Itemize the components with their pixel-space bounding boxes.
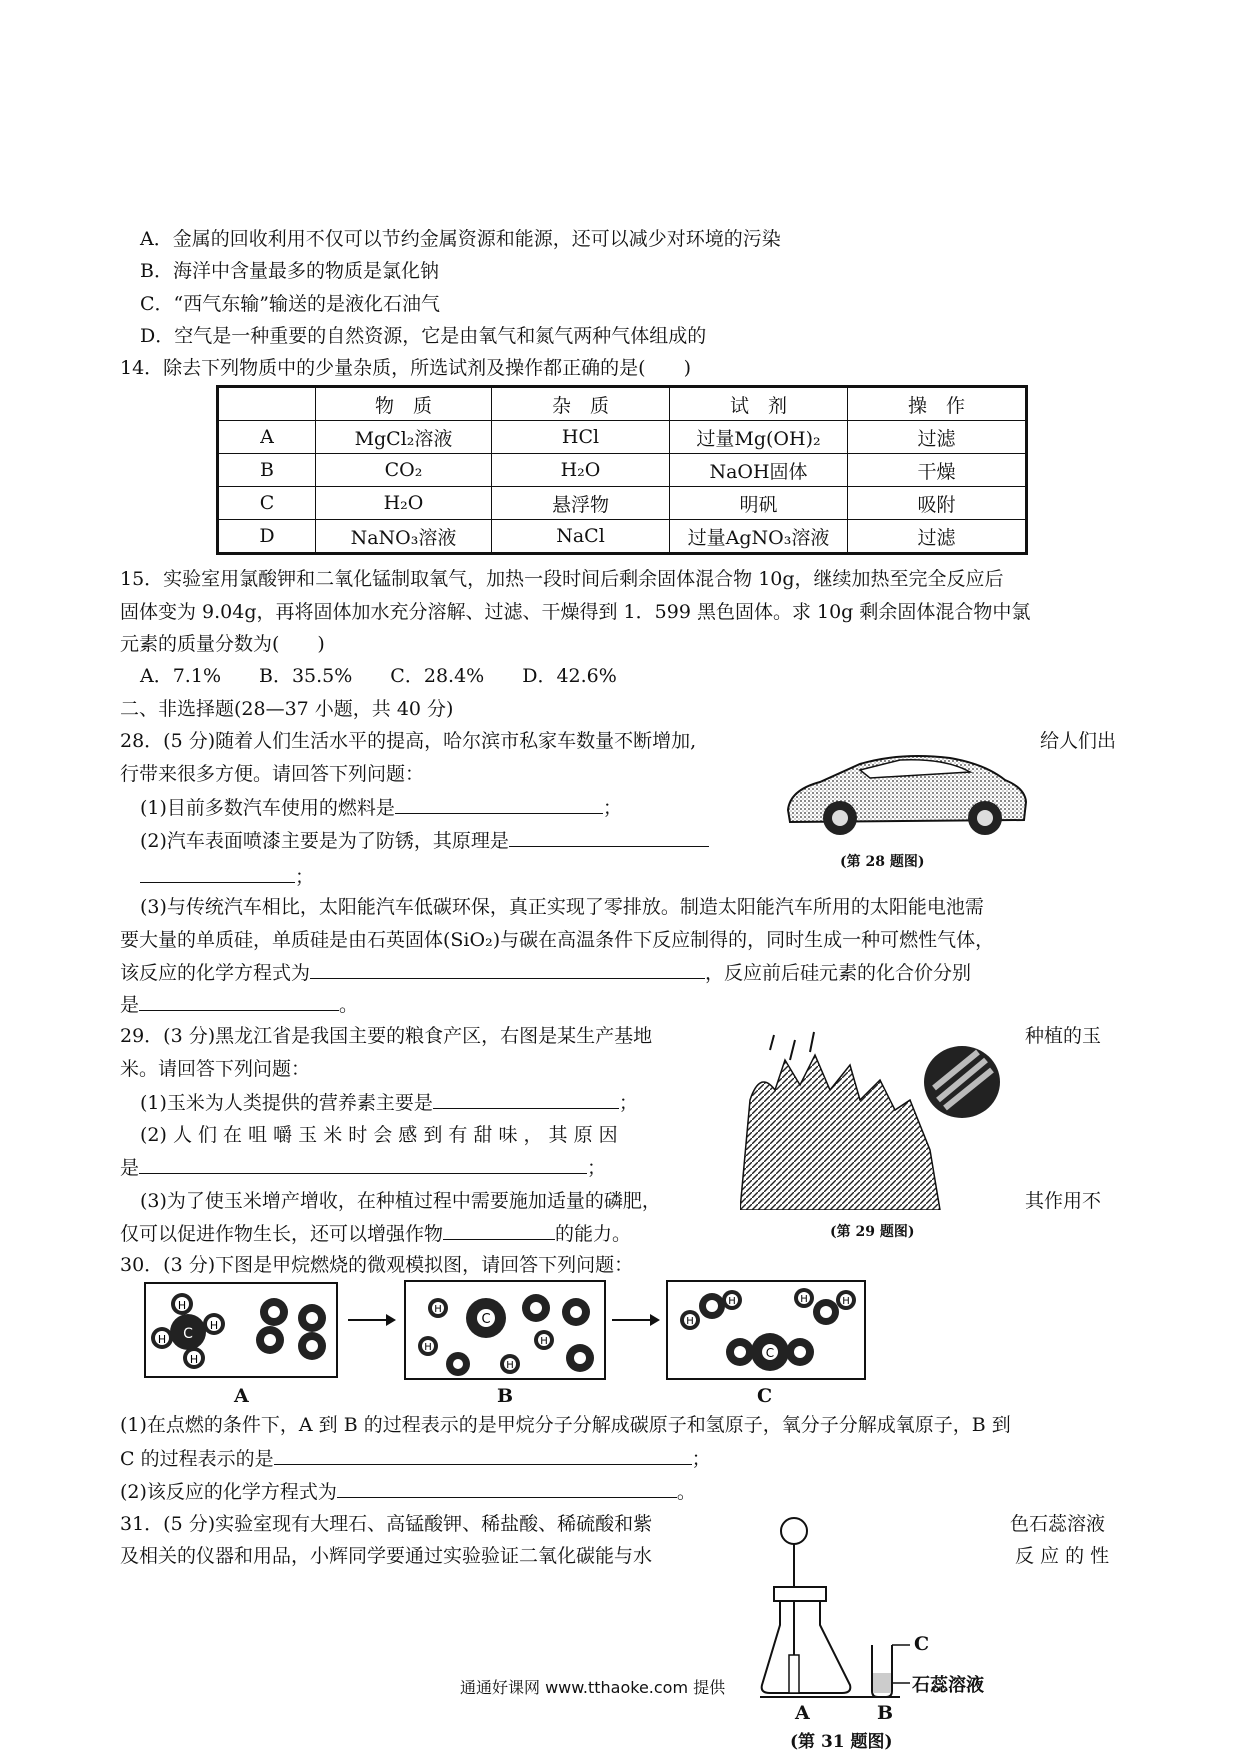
answer-blank[interactable] [443,1221,555,1240]
q28-part2 [140,828,709,853]
answer-blank[interactable] [140,864,295,883]
q28-figure-caption: (第 28 题图) [840,854,925,870]
q28-part3-line4-text: 是 [120,994,140,1016]
q29-part3-end: 的能力。 [555,1223,632,1245]
q29-part3-right: 其作用不 [1025,1190,1102,1212]
q15-line1: 15．实验室用氯酸钾和二氧化锰制取氧气，加热一段时间后剩余固体混合物 10g，继续加热至完全反应后 [120,568,1004,590]
q31-line2: 及相关的仪器和用品，小辉同学要通过实验验证二氧化碳能与水 [120,1545,653,1567]
q29-line1-right: 种植的玉 [1025,1025,1102,1047]
table-row [218,520,1027,554]
q28-part3-line4 [120,992,358,1017]
table-header: 操 作 [848,387,1027,421]
table-header-row [218,387,1027,421]
table-cell: NaNO₃溶液 [316,520,492,554]
q28-part1 [140,795,622,820]
arrow-icon [346,1310,398,1330]
apparatus-label-b: B [877,1702,894,1724]
q28-part3-line2: 要大量的单质硅，单质硅是由石英固体(SiO₂)与碳在高温条件下反应制得的，同时生成一种可燃性气体， [120,929,995,951]
table-cell: 过量AgNO₃溶液 [670,520,848,554]
svg-text:H: H [189,1353,199,1366]
apparatus-label-c: C [914,1633,930,1655]
table-cell: H₂O [492,454,670,487]
svg-text:H: H [506,1360,514,1371]
table-cell: C [218,487,316,520]
diagram-box-c [666,1280,866,1380]
answer-blank[interactable] [433,1090,619,1109]
svg-text:C: C [765,1346,775,1360]
diagram-box-a [144,1282,338,1378]
q28-part3-line3-text: 该反应的化学方程式为 [120,962,311,984]
q14-stem: 14．除去下列物质中的少量杂质，所选试剂及操作都正确的是( ) [120,357,692,379]
table-cell: A [218,421,316,454]
q29-line2: 米。请回答下列问题： [120,1058,311,1080]
svg-text:H: H [434,1304,442,1315]
table-header: 试 剂 [670,387,848,421]
methane-oxygen-molecules [146,1284,336,1376]
q28-part3-line4-end: 。 [339,994,359,1016]
q29-part2-end: ； [587,1157,607,1179]
q13-option-b: B．海洋中含量最多的物质是氯化钠 [140,260,439,282]
q13-option-a: A．金属的回收利用不仅可以节约金属资源和能源，还可以减少对环境的污染 [140,228,781,250]
answer-blank[interactable] [274,1446,692,1465]
q15-options: A．7.1% B．35.5% C．28.4% D．42.6% [140,665,617,687]
table-cell: 吸附 [848,487,1027,520]
q29-figure-caption: (第 29 题图) [830,1224,915,1240]
q15-line3: 元素的质量分数为( ) [120,633,325,655]
svg-text:C: C [481,1312,491,1327]
table-cell: D [218,520,316,554]
svg-text:H: H [540,1336,548,1347]
table-cell: NaCl [492,520,670,554]
diagram-label-a: A [234,1385,249,1407]
table-row [218,421,1027,454]
table-cell: 明矾 [670,487,848,520]
q29-part1-text: (1)玉米为人类提供的营养素主要是 [140,1092,433,1114]
q30-part2-end: 。 [676,1481,696,1503]
q28-line1-right: 给人们出 [1040,730,1117,752]
q28-line1: 28．(5 分)随着人们生活水平的提高，哈尔滨市私家车数量不断增加, [120,730,697,752]
section-2-heading: 二、非选择题(28—37 小题，共 40 分) [120,698,454,720]
svg-text:H: H [728,1296,736,1307]
q13-option-d: D．空气是一种重要的自然资源，它是由氧气和氮气两种气体组成的 [140,325,707,347]
q28-part1-text: (1)目前多数汽车使用的燃料是 [140,797,395,819]
table-header [218,387,316,421]
q31-figure-caption: (第 31 题图) [790,1732,893,1752]
table-cell: 过滤 [848,520,1027,554]
q28-part1-end: ； [602,797,622,819]
q31-line1-right: 色石蕊溶液 [1010,1513,1106,1535]
q30-part1-line1: (1)在点燃的条件下，A 到 B 的过程表示的是甲烷分子分解成碳原子和氢原子，氧分子分解成氧原子，B 到 [120,1414,1011,1436]
table-row [218,487,1027,520]
q14-table [216,385,1028,555]
q29-part2-cont [120,1155,606,1180]
answer-blank[interactable] [310,960,705,979]
svg-text:H: H [177,1299,187,1312]
q29-part2-b: 是 [120,1157,140,1179]
table-cell: 悬浮物 [492,487,670,520]
svg-text:H: H [800,1294,808,1305]
svg-text:H: H [424,1342,432,1353]
svg-text:H: H [842,1296,850,1307]
q29-part3-text: 仅可以促进作物生长，还可以增强作物 [120,1223,444,1245]
diagram-label-b: B [497,1385,514,1407]
q28-part2-cont [140,864,314,889]
table-row [218,454,1027,487]
q28-part2-text: (2)汽车表面喷漆主要是为了防锈，其原理是 [140,830,509,852]
svg-text:H: H [209,1319,219,1332]
q15-line2: 固体变为 9.04g，再将固体加水充分溶解、过滤、干燥得到 1．599 黑色固体。求 10g 剩余固体混合物中氯 [120,601,1031,623]
q30-part2 [120,1479,696,1504]
svg-text:H: H [157,1333,167,1346]
q30-stem: 30．(3 分)下图是甲烷燃烧的微观模拟图，请回答下列问题： [120,1254,634,1276]
answer-blank[interactable] [337,1479,677,1498]
answer-blank[interactable] [395,795,603,814]
footer-watermark: 通通好课网 www.tthaoke.com 提供 [460,1678,726,1697]
svg-text:C: C [183,1326,193,1342]
q30-part2-text: (2)该反应的化学方程式为 [120,1481,337,1503]
q29-part1 [140,1090,638,1115]
table-header: 物 质 [316,387,492,421]
q29-part2: (2) 人 们 在 咀 嚼 玉 米 时 会 感 到 有 甜 味 ， 其 原 因 [140,1124,618,1146]
apparatus-label-a: A [795,1702,810,1724]
answer-blank[interactable] [139,1155,587,1174]
diagram-box-b [404,1280,606,1380]
q28-part3-line3-end: ，反应前后硅元素的化合价分别 [705,962,972,984]
q28-part2-end: ； [295,866,315,888]
q31-line1: 31．(5 分)实验室现有大理石、高锰酸钾、稀盐酸、稀硫酸和紫 [120,1513,653,1535]
q29-line1: 29．(3 分)黑龙江省是我国主要的粮食产区，右图是某生产基地 [120,1025,653,1047]
corn-field-illustration [740,1030,1020,1210]
table-cell: MgCl₂溶液 [316,421,492,454]
answer-blank[interactable] [139,992,339,1011]
q30-part1-line2 [120,1446,711,1471]
car-illustration [780,740,1030,840]
q13-option-c: C．“西气东输”输送的是液化石油气 [140,293,440,315]
table-cell: HCl [492,421,670,454]
q28-part3-line1: (3)与传统汽车相比，太阳能汽车低碳环保，真正实现了零排放。制造太阳能汽车所用的太阳能电池需 [140,896,984,918]
q28-part3-line3 [120,960,971,985]
table-cell: CO₂ [316,454,492,487]
table-cell: B [218,454,316,487]
arrow-icon [610,1310,662,1330]
q30-part1-end: ； [691,1448,711,1470]
table-cell: NaOH固体 [670,454,848,487]
table-cell: H₂O [316,487,492,520]
table-cell: 过滤 [848,421,1027,454]
svg-text:H: H [686,1316,694,1327]
separated-atoms [406,1282,604,1378]
water-carbon-dioxide-molecules [668,1282,864,1378]
q29-part1-end: ； [618,1092,638,1114]
apparatus-label-solution: 石蕊溶液 [912,1675,984,1696]
table-cell: 过量Mg(OH)₂ [670,421,848,454]
diagram-label-c: C [757,1385,773,1407]
table-header: 杂 质 [492,387,670,421]
q29-part3-cont [120,1221,631,1246]
q30-part1-text: C 的过程表示的是 [120,1448,274,1470]
q31-line2-right: 反 应 的 性 [1015,1545,1110,1567]
q29-part3: (3)为了使玉米增产增收，在种植过程中需要施加适量的磷肥， [140,1190,661,1212]
table-cell: 干燥 [848,454,1027,487]
q28-line2: 行带来很多方便。请回答下列问题： [120,763,425,785]
answer-blank[interactable] [509,828,709,847]
